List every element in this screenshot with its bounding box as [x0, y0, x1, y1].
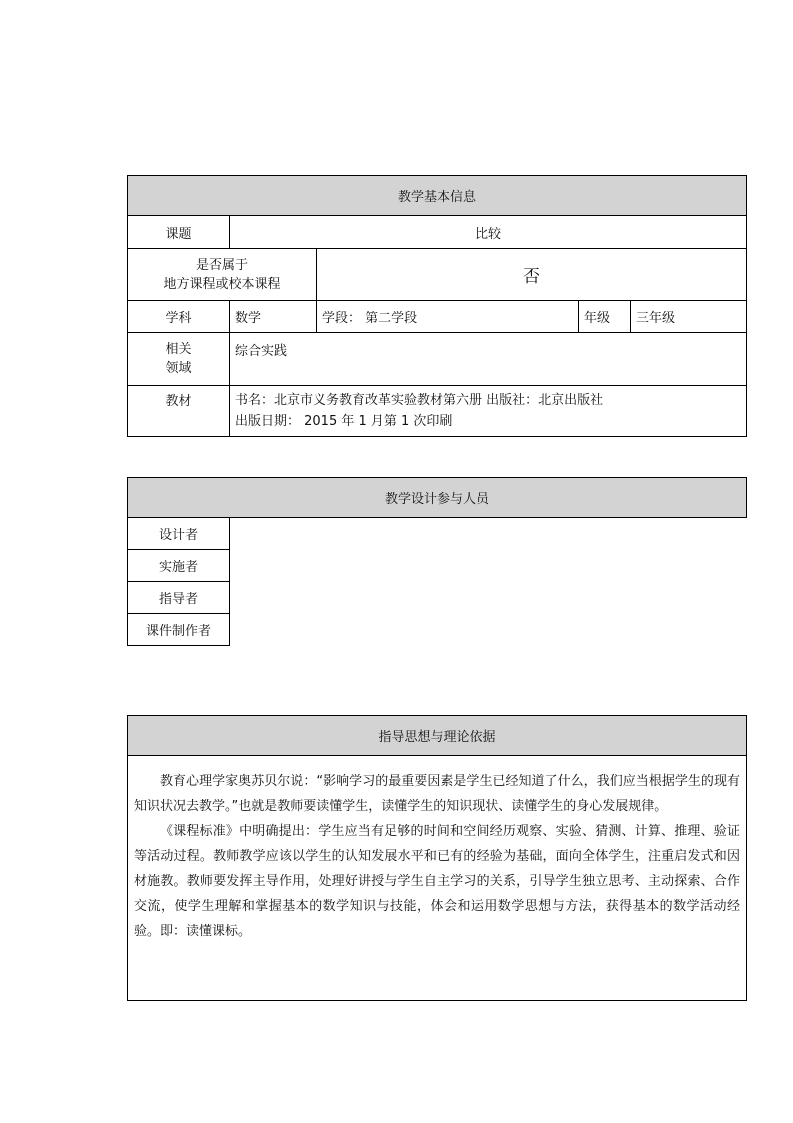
- related-field-label-line-1: 相关: [165, 342, 192, 357]
- participant-role-text: 指导者: [158, 592, 198, 607]
- grade-label-text: 年级: [584, 311, 611, 326]
- theory-header: [127, 715, 747, 756]
- subject-value-text: 数学: [235, 311, 262, 326]
- basic-info-header: [127, 175, 747, 216]
- subject-value: [235, 301, 315, 332]
- textbook-label: [128, 386, 229, 412]
- participant-role-text: 实施者: [158, 560, 198, 575]
- subject-label: [128, 301, 229, 332]
- local-course-value: [317, 249, 746, 300]
- theory-paragraph-2: 《课程标准》中明确提出：学生应当有足够的时间和空间经历观察、实验、猜测、计算、推理、验证等活动过程。教师教学应该以学生的认知发展水平和已有的经验为基础，面向全体学生，注重启发式和因材施教。教师要发挥主导作用，处理好讲授与学生自主学习的关系，引导学生独立思考、主动探索、合作交流，使学生理解和掌握基本的数学知识与技能，体会和运用数学思想与方法，获得基本的数学活动经验。即：读懂课标。: [134, 824, 740, 939]
- topic-label-text: 课题: [165, 226, 192, 242]
- textbook-line-2: 出版日期： 2015 年 1 月第 1 次印刷: [235, 414, 453, 429]
- topic-value-text: 比较: [474, 226, 501, 242]
- participant-role-implementer: [128, 550, 229, 581]
- local-course-label-line-2: 地方课程或校本课程: [163, 276, 281, 292]
- local-course-value-text: 否: [523, 267, 540, 287]
- textbook-label-text: 教材: [165, 393, 192, 409]
- related-field-value-text: 综合实践: [235, 344, 288, 359]
- theory-paragraph-1: 教育心理学家奥苏贝尔说：“影响学习的最重要因素是学生已经知道了什么，我们应当根据学生的现有知识状况去教学。”也就是教师要读懂学生，读懂学生的知识现状、读懂学生的身心发展规律。: [134, 774, 740, 814]
- participant-role-designer: [128, 518, 229, 549]
- local-course-label-line-1: 是否属于: [195, 257, 248, 273]
- textbook-value: [235, 386, 745, 436]
- topic-value: [230, 216, 746, 248]
- subject-label-text: 学科: [165, 311, 192, 326]
- grade-value: [636, 301, 746, 332]
- theory-header-text: 指导思想与理论依据: [378, 730, 496, 745]
- theory-body: [127, 755, 747, 1001]
- participant-role-text: 课件制作者: [145, 624, 211, 639]
- related-field-value: [235, 333, 745, 385]
- participants-header-text: 教学设计参与人员: [384, 492, 489, 507]
- stage-value-text: 学段： 第二学段: [322, 311, 418, 326]
- topic-label: [128, 216, 229, 248]
- basic-info-header-text: 教学基本信息: [397, 190, 476, 205]
- participant-role-courseware-maker: [128, 614, 229, 645]
- grade-value-text: 三年级: [636, 311, 676, 326]
- participant-role-advisor: [128, 582, 229, 613]
- participants-header: [127, 477, 747, 518]
- related-field-label: [128, 333, 229, 385]
- participant-role-text: 设计者: [158, 528, 198, 543]
- grade-label: [584, 301, 629, 332]
- local-course-label: [128, 249, 316, 300]
- related-field-label-line-2: 领域: [165, 361, 192, 376]
- stage-value: [322, 301, 577, 332]
- textbook-line-1: 书名：北京市义务教育改革实验教材第六册 出版社：北京出版社: [235, 393, 604, 408]
